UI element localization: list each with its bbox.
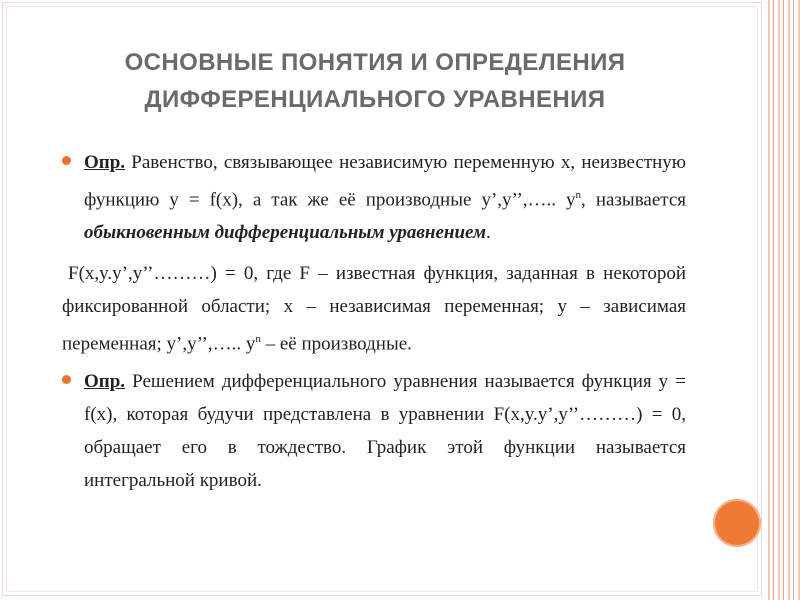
definition-label: Опр. <box>84 152 126 173</box>
definition-paragraph-2 <box>62 365 686 497</box>
definition-text: Равенство, связывающее независимую переменную x, неизвестную функцию y = f(x), а так же её производные y’,y’’,….. y <box>84 152 686 211</box>
title-line-2: ДИФФЕРЕНЦИАЛЬНОГО УРАВНЕНИЯ <box>144 86 606 113</box>
emphasized-term: обыкновенным дифференциальным уравнением <box>84 222 486 244</box>
bullet-dot-icon <box>62 156 71 165</box>
definition-end: . <box>486 222 491 244</box>
solution-text: Решением дифференциального уравнения называется функция y = f(x), которая будучи представлена в уравнении F(x,y.y’,y’’………) = 0, обращает его в тождество. График этой функции называется интегральной кривой. <box>84 370 686 491</box>
formula-text: F(x,y.y’,y’’………) = 0, где F – известная функция, заданная в некоторой фиксированной области; x – независимая переменная; y – зависимая переменная; y’,y’’,….. y <box>62 263 686 355</box>
slide-title <box>40 44 710 118</box>
decorative-side-stripes <box>768 0 800 600</box>
title-line-1: ОСНОВНЫЕ ПОНЯТИЯ И ОПРЕДЕЛЕНИЯ <box>124 49 626 76</box>
formula-text-cont: – её производные. <box>260 333 412 355</box>
slide-body <box>62 146 686 497</box>
decorative-orange-circle <box>713 499 761 547</box>
definition-paragraph-1 <box>62 146 686 249</box>
formula-paragraph <box>62 257 686 360</box>
bullet-dot-icon <box>62 375 71 384</box>
definition-text-cont: , называется <box>581 189 686 211</box>
superscript-n: n <box>575 189 582 201</box>
superscript-n: n <box>255 333 261 346</box>
definition-label: Опр. <box>84 370 126 392</box>
